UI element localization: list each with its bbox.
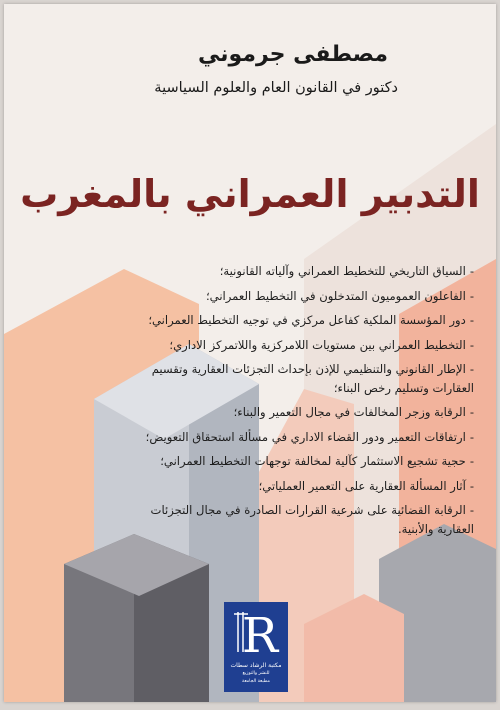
svg-text:R: R (241, 608, 279, 662)
publisher-subtitle: للنشر والتوزيع (242, 671, 270, 676)
author-degree: دكتور في القانون العام والعلوم السياسية (154, 80, 398, 96)
author-name: مصطفى جرموني (198, 42, 388, 67)
book-title: التدبير العمراني بالمغرب (20, 172, 480, 216)
publisher-subtitle-2: مطبعة الجامعة (242, 679, 270, 684)
topic-item: -السياق التاريخي للتخطيط العمراني وآلياته القانونية؛ (219, 264, 474, 278)
topic-item-continuation: العقارية والأبنية. (397, 522, 474, 537)
topic-item: -الفاعلون العموميون المتدخلون في التخطيط العمراني؛ (205, 288, 474, 303)
topic-item-continuation: العقارات وتسليم رخص البناء؛ (333, 380, 474, 395)
publisher-monogram-icon (224, 602, 288, 662)
book-cover (4, 4, 496, 702)
topic-item: -آثار المسألة العقارية على التعمير العملياتي؛ (258, 478, 474, 493)
publisher-name: مكتبة الرشاد سطات (230, 662, 282, 669)
topic-item: -الإطار القانوني والتنظيمي للإذن بإحداث التجزئات العقارية وتقسيم (151, 362, 474, 376)
topic-item: -الرقابة القضائية على شرعية القرارات الصادرة في مجال التجزئات (150, 503, 474, 518)
topic-item: -ارتفاقات التعمير ودور القضاء الاداري في مسألة استحقاق التعويض؛ (145, 429, 474, 444)
topics-list (139, 262, 474, 545)
topic-item: -دور المؤسسة الملكية كفاعل مركزي في توجيه التخطيط العمراني؛ (148, 313, 474, 327)
topic-item: -التخطيط العمراني بين مستويات اللامركزية واللاتمركز الاداري؛ (169, 337, 474, 352)
publisher-logo (224, 602, 288, 692)
topic-item: -حجية تشجيع الاستثمار كآلية لمخالفة توجهات التخطيط العمراني؛ (160, 454, 474, 469)
topic-item: -الرقابة وزجر المخالفات في مجال التعمير والبناء؛ (233, 405, 474, 420)
